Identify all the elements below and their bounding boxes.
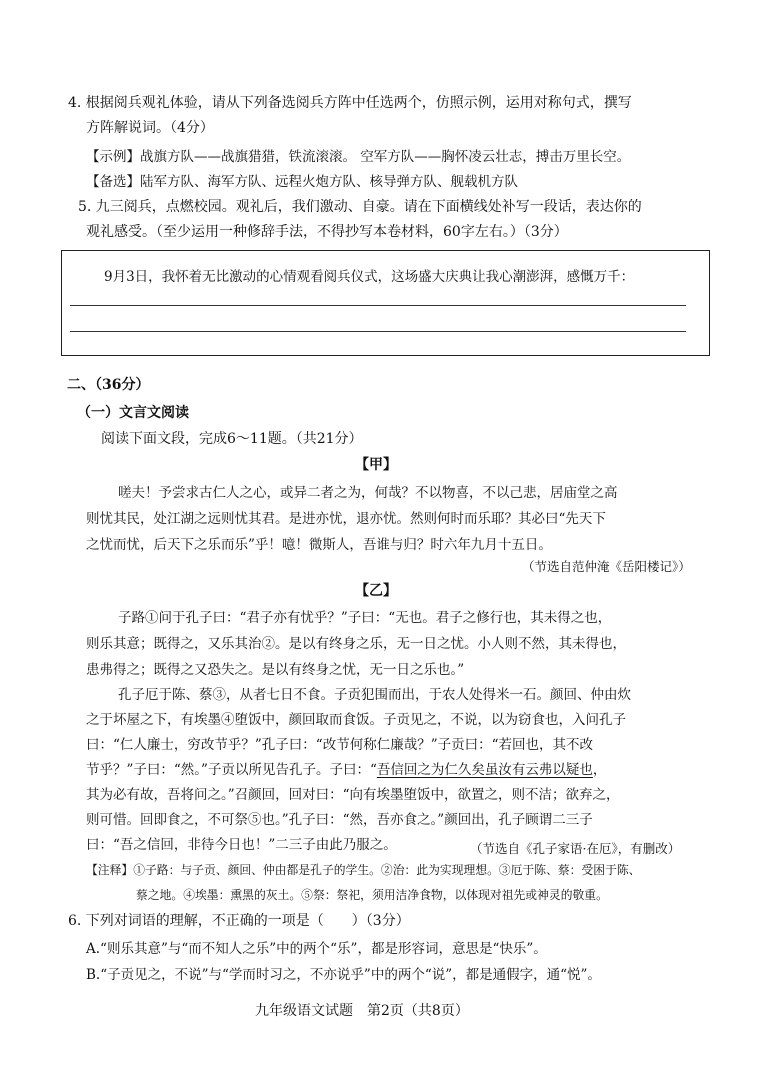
passage-yi-line-end: ， bbox=[592, 762, 607, 778]
passage-jia-line: 之忧而忧，后天下之乐而乐”乎！噫！微斯人，吾谁与归？时六年九月十五日。 bbox=[86, 537, 552, 553]
answer-box-prompt: 9月3日，我怀着无比激动的心情观看阅兵仪式，这场盛大庆典让我心潮澎湃，感慨万千： bbox=[104, 269, 635, 285]
passage-yi-line: 其为必有故，吾将问之。”召颜回，回对曰：“向有埃墨堕饭中，欲置之，则不洁；欲弃之， bbox=[86, 787, 620, 803]
page-footer: 九年级语文试题 第2页（共8页） bbox=[255, 1003, 469, 1019]
passage-yi-line: 子路①问于孔子曰：“君子亦有忧乎？”子曰：“无也。君子之修行也，其未得之也， bbox=[118, 610, 612, 626]
q5-stem-line2: 观礼感受。（至少运用一种修辞手法，不得抄写本卷材料，60字左右。）（3分） bbox=[86, 224, 568, 240]
passage-yi-source: （节选自《孔子家语·在厄》，有删改） bbox=[470, 841, 681, 856]
answer-line-2[interactable] bbox=[70, 331, 686, 332]
underlined-sentence: 吾信回之为仁久矣虽汝有云弗以疑也 bbox=[376, 762, 593, 778]
annotation-line1: 【注释】①子路：与子贡、颜回、仲由都是孔子的学生。②治：此为实现理想。③厄于陈、蔡：受困于陈、 bbox=[86, 863, 641, 877]
q4-example: 【示例】战旗方队——战旗猎猎，铁流滚滚。 空军方队——胸怀凌云壮志，搏击万里长空。 bbox=[86, 149, 631, 165]
passage-yi-line: 则可惜。回即食之，不可祭⑤也。”孔子曰：“然，吾亦食之。”颜回出，孔子顾谓二三子 bbox=[86, 812, 593, 828]
passage-yi-line: 曰：“吾之信回，非待今日也！”二三子由此乃服之。 bbox=[86, 837, 397, 853]
q6-stem: 6. 下列对词语的理解，不正确的一项是（ ）（3分） bbox=[68, 913, 410, 929]
passage-jia-title: 【甲】 bbox=[355, 457, 397, 473]
passage-yi-line-start: 节乎？”子曰：“然。”子贡以所见告孔子。子曰：“ bbox=[86, 762, 377, 778]
q4-stem-line2: 方阵解说词。（4分） bbox=[86, 120, 214, 136]
passage-yi-line: 患弗得之；既得之又恐失之。是以有终身之忧，无一日之乐也。” bbox=[86, 662, 465, 678]
section-heading: 二、（36分） bbox=[67, 377, 150, 393]
answer-line-1[interactable] bbox=[70, 305, 686, 306]
q4-stem-line1: 4. 根据阅兵观礼体验，请从下列备选阅兵方阵中任选两个，仿照示例，运用对称句式，撰写 bbox=[68, 95, 632, 111]
passage-jia-line: 嗟夫！予尝求古仁人之心，或异二者之为，何哉？不以物喜，不以己悲，居庙堂之高 bbox=[118, 485, 618, 501]
passage-yi-line: 则乐其意；既得之，又乐其治②。是以有终身之乐，无一日之忧。小人则不然，其未得也， bbox=[86, 636, 626, 652]
q6-option-a[interactable]: A.“则乐其意”与“而不知人之乐”中的两个“乐”，都是形容词，意思是“快乐”。 bbox=[86, 941, 547, 957]
q6-option-b[interactable]: B.“子贡见之，不说”与“学而时习之，不亦说乎”中的两个“说”，都是通假字，通“悦”。 bbox=[86, 967, 601, 983]
passage-jia-source: （节选自范仲淹《岳阳楼记》） bbox=[522, 559, 691, 574]
passage-yi-line bbox=[86, 758, 606, 778]
reading-instructions: 阅读下面文段，完成6～11题。（共21分） bbox=[101, 431, 363, 447]
passage-yi-title: 【乙】 bbox=[355, 583, 397, 599]
q4-options: 【备选】陆军方队、海军方队、远程火炮方队、核导弹方队、舰载机方队 bbox=[86, 174, 518, 190]
q5-stem-line1: 5. 九三阅兵，点燃校园。观礼后，我们激动、自豪。请在下面横线处补写一段话，表达你的 bbox=[78, 199, 642, 215]
passage-yi-line: 曰：“仁人廉士，穷改节乎？”孔子曰：“改节何称仁廉哉？”子贡曰：“若回也，其不改 bbox=[86, 737, 594, 753]
passage-yi-line: 之于坏屋之下，有埃墨④堕饭中，颜回取而食饭。子贡见之，不说，以为窃食也，入问孔子 bbox=[86, 712, 626, 728]
subsection-heading: （一）文言文阅读 bbox=[77, 405, 189, 421]
annotation-line2: 蔡之地。④埃墨：熏黑的灰土。⑤祭：祭祀，须用洁净食物，以体现对祖先或神灵的敬重。 bbox=[136, 888, 608, 902]
passage-jia-line: 则忧其民，处江湖之远则忧其君。是进亦忧，退亦忧。然则何时而乐耶？其必曰“先天下 bbox=[86, 511, 606, 527]
passage-yi-line: 孔子厄于陈、蔡③，从者七日不食。子贡犯围而出，于农人处得米一石。颜回、仲由炊 bbox=[118, 687, 631, 703]
